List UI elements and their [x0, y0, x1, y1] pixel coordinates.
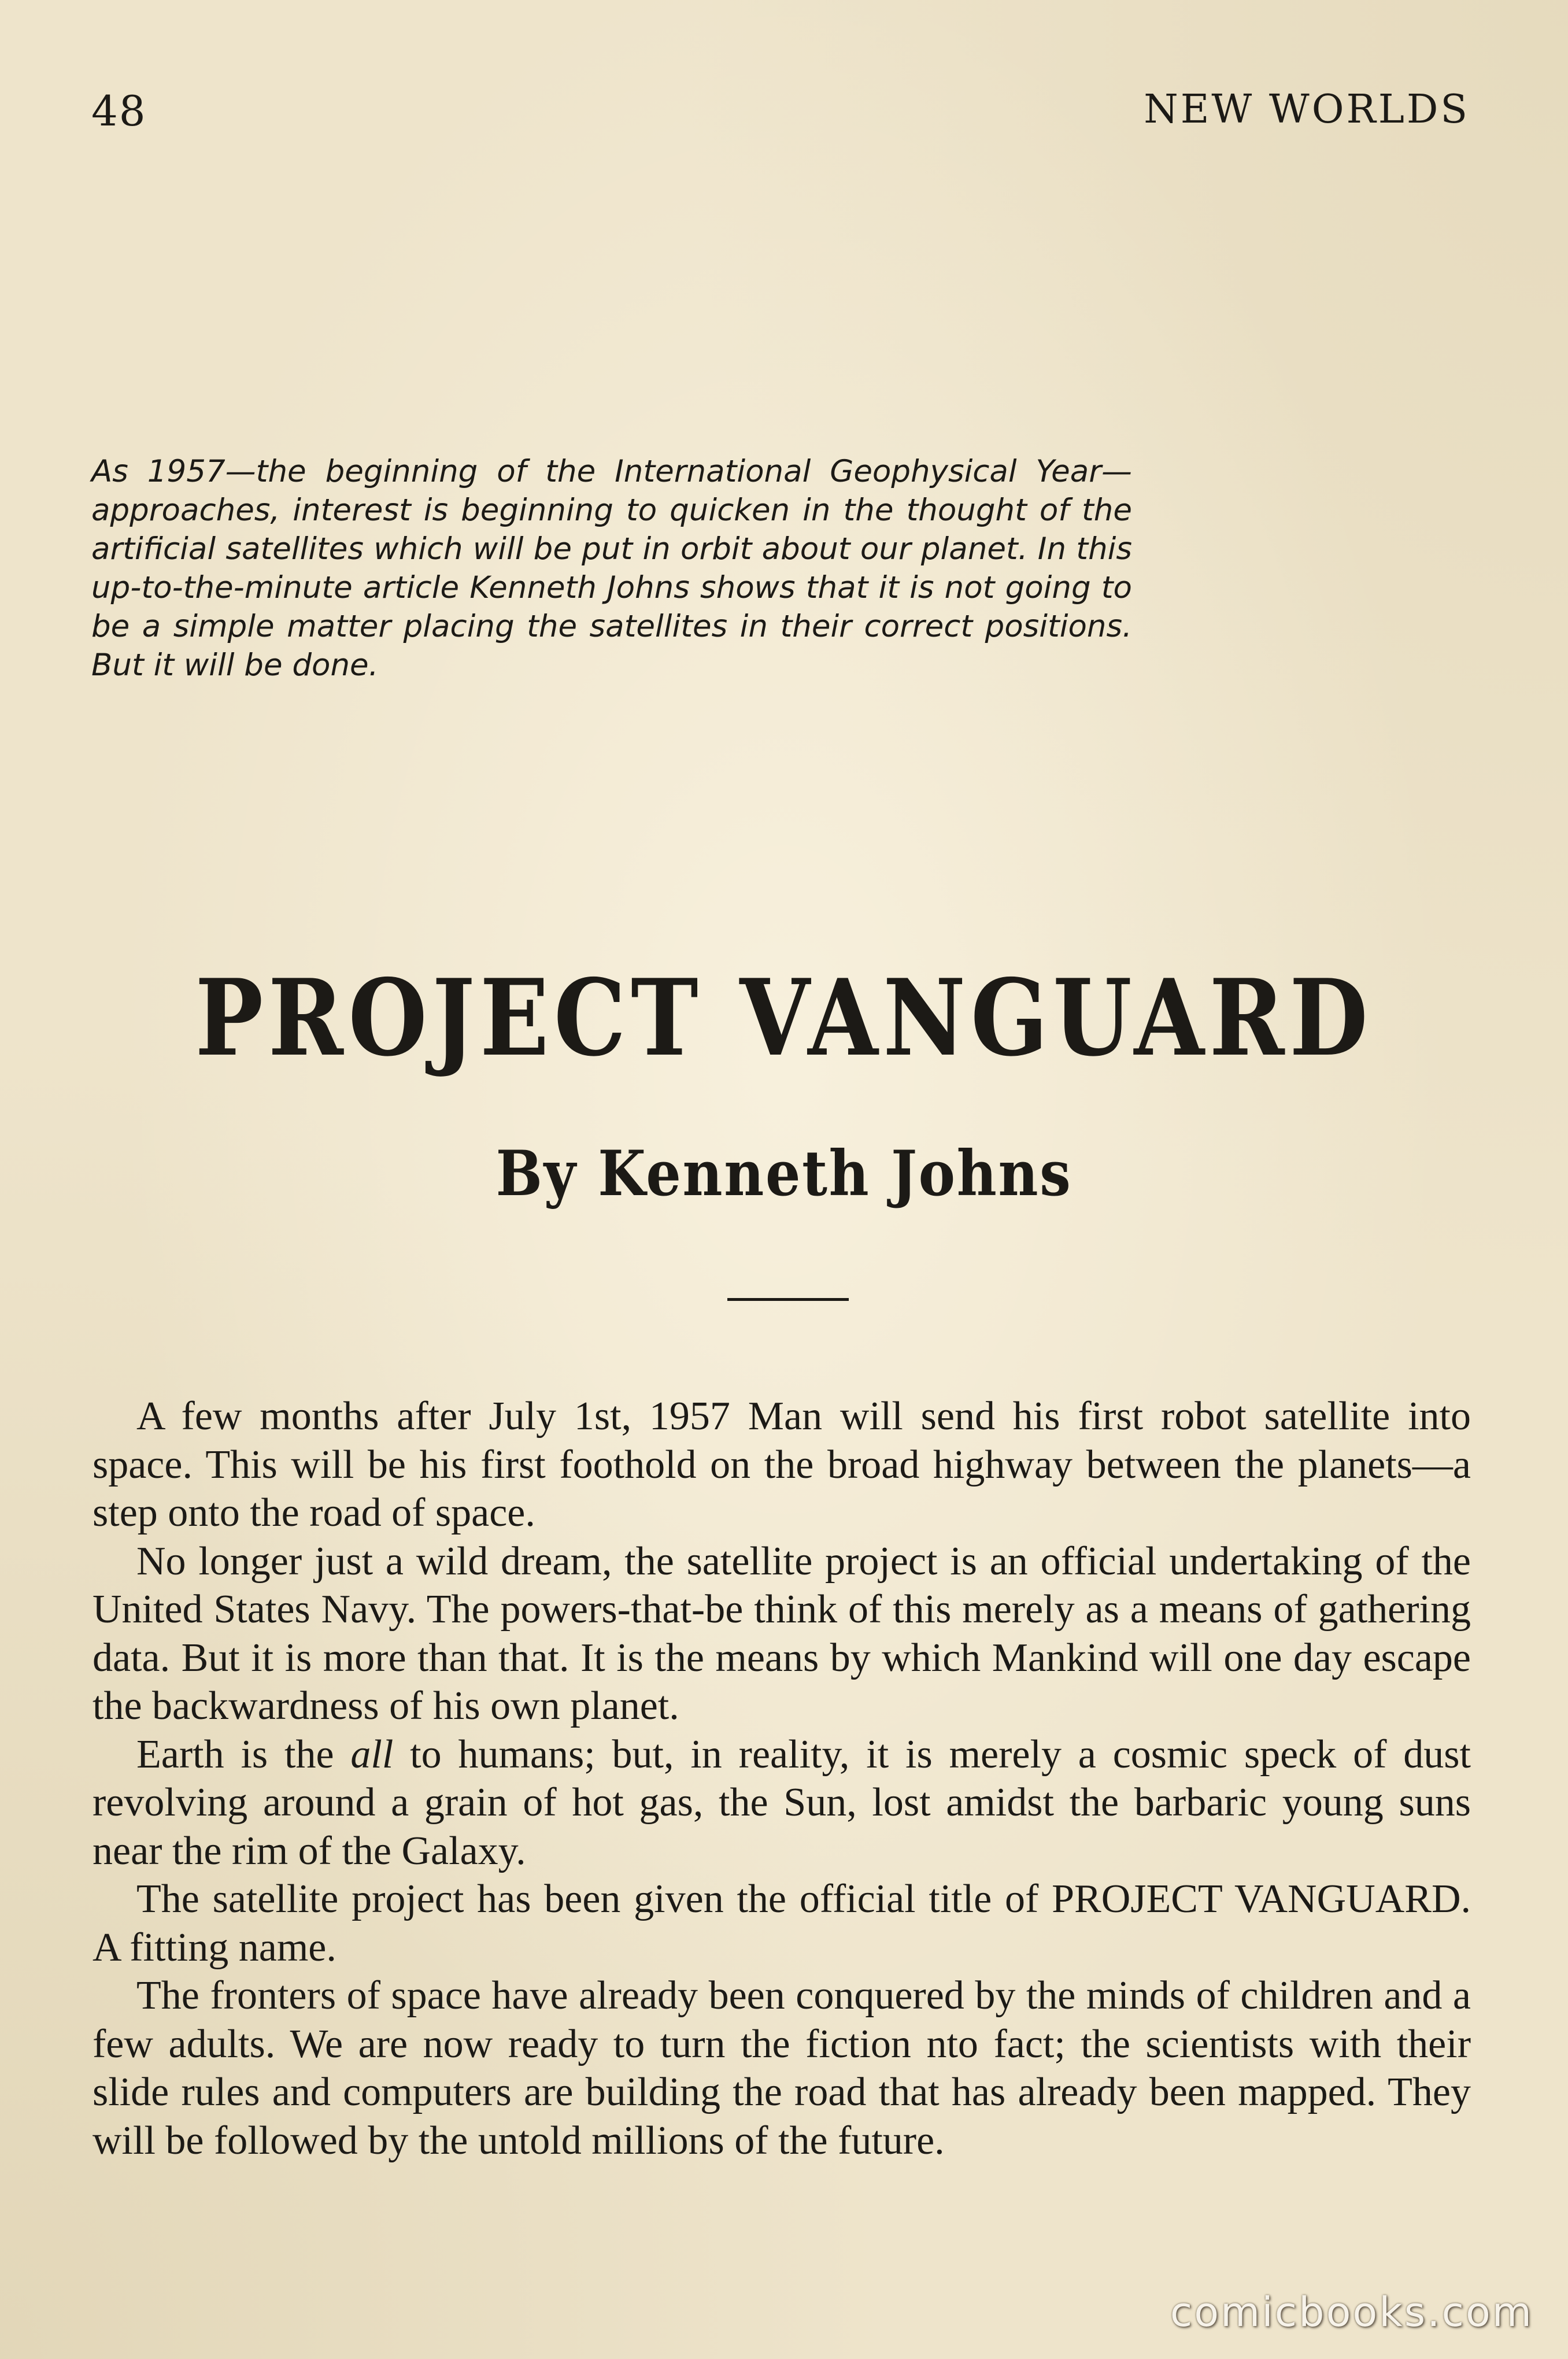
emphasis-text: all	[350, 1732, 394, 1777]
running-head: NEW WORLDS	[1144, 87, 1470, 132]
article-title: PROJECT VANGUARD	[195, 956, 1373, 1079]
body-paragraph: A few months after July 1st, 1957 Man will send his first robot satellite into space. This will be his first foothold on the broad highway between the planets—a step onto the road of space.	[93, 1394, 1471, 1535]
article-byline: By Kenneth Johns	[495, 1137, 1073, 1210]
body-paragraph: Earth is the all to humans; but, in reality, it is merely a cosmic speck of dust revolving around a grain of hot gas, the Sun, lost amidst the barbaric young suns near the rim of the Galaxy.	[93, 1732, 1471, 1873]
site-watermark: comicbooks.com	[1170, 2288, 1533, 2336]
article-blurb: As 1957—the beginning of the International Geophysical Year—approaches, interest is beginning to quicken in the thought of the artificial satellites which will be put in orbit about our planet. In this up-to-the-minute article Kenneth Johns shows that it is not going to be a simple matter placing the satellites in their correct positions. But it will be done.	[91, 454, 1132, 683]
title-divider	[727, 1298, 849, 1301]
body-paragraph: No longer just a wild dream, the satellite project is an official undertaking of the United States Navy. The powers-that-be think of this merely as a means of gathering data. But it is more than that. It is the means by which Mankind will one day escape the backwardness of his own planet.	[93, 1539, 1471, 1728]
body-paragraph: The fronters of space have already been conquered by the minds of children and a few adults. We are now ready to turn the fiction nto fact; the scientists with their slide rules and computers are building the road that has already been mapped. They will be followed by the untold millions of the future.	[93, 1973, 1471, 2163]
article-body	[93, 1392, 1471, 2165]
body-paragraph: The satellite project has been given the official title of PROJECT VANGUARD. A fitting name.	[93, 1877, 1471, 1970]
page-number: 48	[91, 87, 147, 135]
